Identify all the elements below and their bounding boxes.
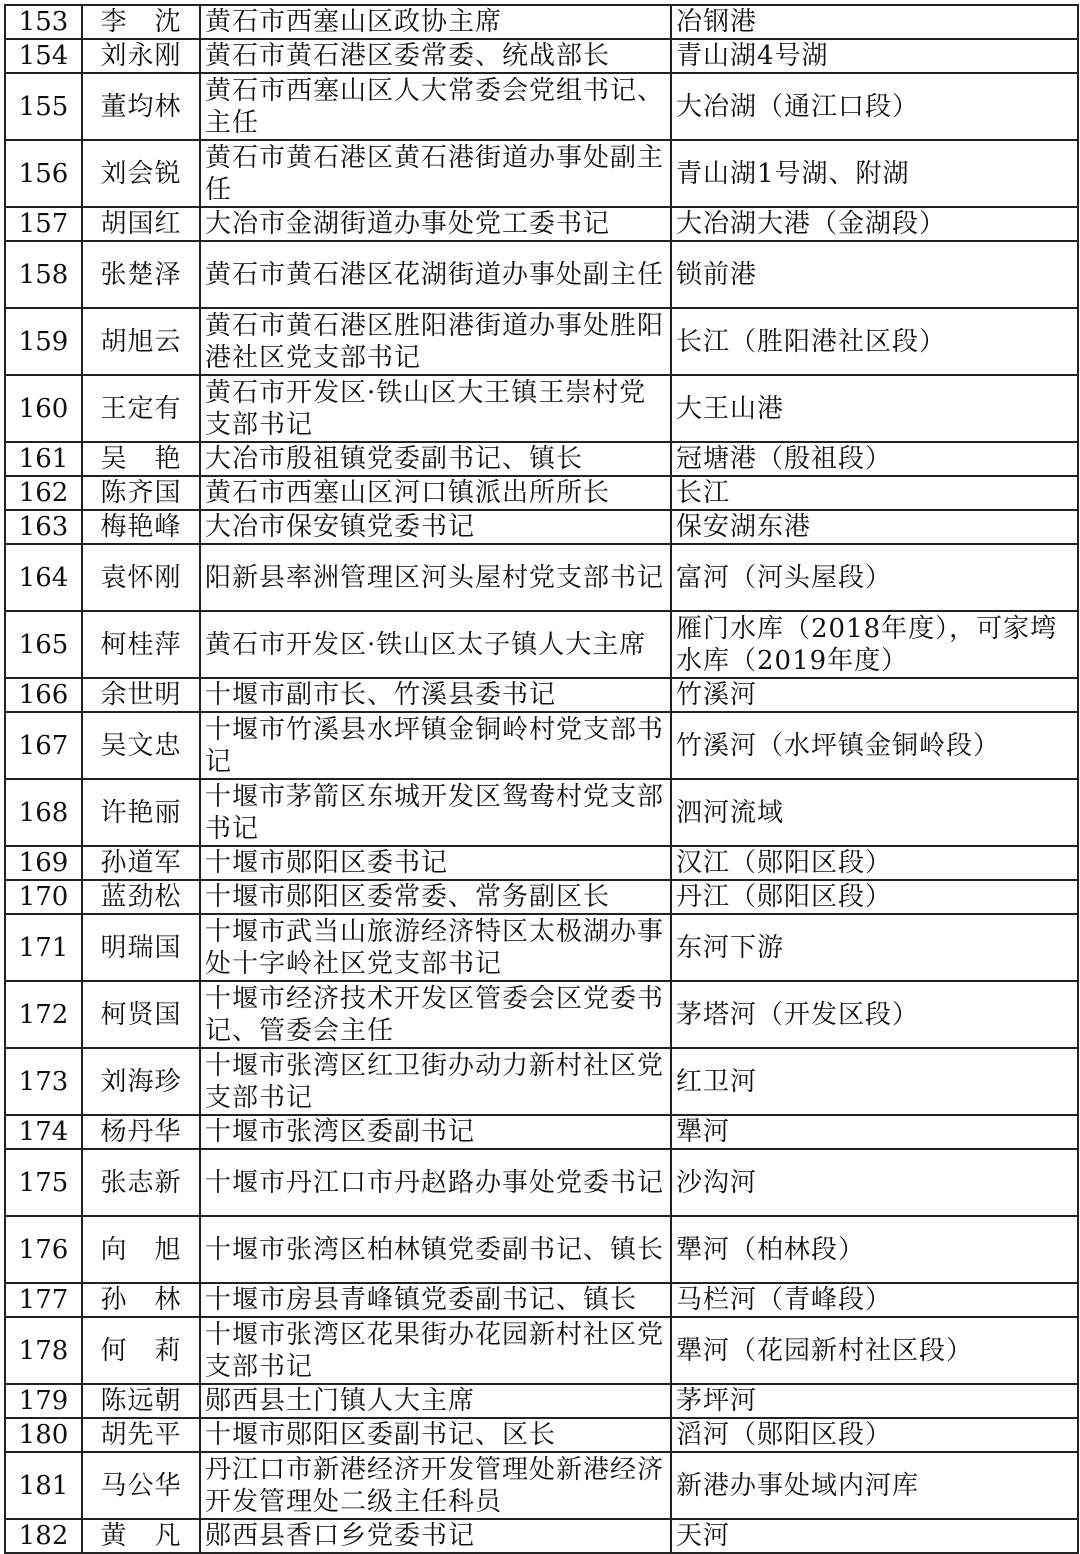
river-segment: 丹江（郧阳区段）: [671, 880, 1078, 914]
position-title: 十堰市茅箭区东城开发区鸳鸯村党支部书记: [200, 779, 671, 846]
position-title: 黄石市黄石港区胜阳港街道办事处胜阳港社区党支部书记: [200, 308, 671, 375]
position-title: 十堰市经济技术开发区管委会区党委书记、管委会主任: [200, 981, 671, 1048]
row-number: 182: [5, 1519, 82, 1553]
row-number: 175: [5, 1149, 82, 1216]
row-number: 179: [5, 1384, 82, 1418]
table-row: [5, 1317, 1078, 1384]
person-name: 柯贤国: [82, 981, 200, 1048]
river-segment: 长江（胜阳港社区段）: [671, 308, 1078, 375]
position-title: 十堰市副市长、竹溪县委书记: [200, 678, 671, 712]
position-title: 十堰市竹溪县水坪镇金铜岭村党支部书记: [200, 712, 671, 779]
position-title: 阳新县率洲管理区河头屋村党支部书记: [200, 544, 671, 611]
row-number: 156: [5, 140, 82, 207]
table-row: [5, 1048, 1078, 1115]
table-row: [5, 73, 1078, 140]
position-title: 黄石市黄石港区花湖街道办事处副主任: [200, 241, 671, 308]
river-segment: 东河下游: [671, 914, 1078, 981]
person-name: 余世明: [82, 678, 200, 712]
person-name: 孙 林: [82, 1283, 200, 1317]
position-title: 十堰市郧阳区委常委、常务副区长: [200, 880, 671, 914]
row-number: 153: [5, 5, 82, 39]
row-number: 171: [5, 914, 82, 981]
river-segment: 青山湖1号湖、附湖: [671, 140, 1078, 207]
person-name: 张志新: [82, 1149, 200, 1216]
person-name: 向 旭: [82, 1216, 200, 1283]
person-name: 刘会锐: [82, 140, 200, 207]
row-number: 164: [5, 544, 82, 611]
river-segment: 犟河（花园新村社区段）: [671, 1317, 1078, 1384]
position-title: 郧西县土门镇人大主席: [200, 1384, 671, 1418]
position-title: 黄石市开发区·铁山区太子镇人大主席: [200, 611, 671, 678]
position-title: 黄石市黄石港区黄石港街道办事处副主任: [200, 140, 671, 207]
row-number: 155: [5, 73, 82, 140]
position-title: 十堰市张湾区委副书记: [200, 1115, 671, 1149]
table-row: [5, 241, 1078, 308]
table-row: [5, 207, 1078, 241]
row-number: 157: [5, 207, 82, 241]
river-segment: 大冶湖大港（金湖段）: [671, 207, 1078, 241]
river-segment: 马栏河（青峰段）: [671, 1283, 1078, 1317]
position-title: 黄石市西塞山区河口镇派出所所长: [200, 476, 671, 510]
position-title: 十堰市张湾区花果街办花园新村社区党支部书记: [200, 1317, 671, 1384]
person-name: 黄 凡: [82, 1519, 200, 1553]
person-name: 明瑞国: [82, 914, 200, 981]
table-row: [5, 544, 1078, 611]
position-title: 十堰市房县青峰镇党委副书记、镇长: [200, 1283, 671, 1317]
table-row: [5, 678, 1078, 712]
person-name: 张楚泽: [82, 241, 200, 308]
person-name: 何 莉: [82, 1317, 200, 1384]
table-row: [5, 981, 1078, 1048]
table-row: [5, 914, 1078, 981]
position-title: 十堰市张湾区柏林镇党委副书记、镇长: [200, 1216, 671, 1283]
position-title: 丹江口市新港经济开发管理处新港经济开发管理处二级主任科员: [200, 1452, 671, 1519]
river-segment: 大冶湖（通江口段）: [671, 73, 1078, 140]
position-title: 黄石市开发区·铁山区大王镇王崇村党支部书记: [200, 375, 671, 442]
person-name: 杨丹华: [82, 1115, 200, 1149]
river-segment: 红卫河: [671, 1048, 1078, 1115]
table-row: [5, 476, 1078, 510]
position-title: 郧西县香口乡党委书记: [200, 1519, 671, 1553]
row-number: 167: [5, 712, 82, 779]
row-number: 163: [5, 510, 82, 544]
river-chief-table: [4, 4, 1079, 1554]
river-segment: 冶钢港: [671, 5, 1078, 39]
table-row: [5, 880, 1078, 914]
position-title: 大冶市金湖街道办事处党工委书记: [200, 207, 671, 241]
river-segment: 大王山港: [671, 375, 1078, 442]
river-segment: 沙沟河: [671, 1149, 1078, 1216]
river-segment: 保安湖东港: [671, 510, 1078, 544]
table-row: [5, 510, 1078, 544]
river-segment: 锁前港: [671, 241, 1078, 308]
table-row: [5, 1418, 1078, 1452]
person-name: 胡国红: [82, 207, 200, 241]
row-number: 165: [5, 611, 82, 678]
table-row: [5, 611, 1078, 678]
person-name: 吴文忠: [82, 712, 200, 779]
row-number: 174: [5, 1115, 82, 1149]
table-row: [5, 1216, 1078, 1283]
river-segment: 长江: [671, 476, 1078, 510]
river-segment: 犟河（柏林段）: [671, 1216, 1078, 1283]
row-number: 168: [5, 779, 82, 846]
person-name: 董均林: [82, 73, 200, 140]
table-row: [5, 5, 1078, 39]
position-title: 十堰市郧阳区委书记: [200, 846, 671, 880]
row-number: 170: [5, 880, 82, 914]
position-title: 大冶市殷祖镇党委副书记、镇长: [200, 442, 671, 476]
table-row: [5, 1384, 1078, 1418]
position-title: 黄石市西塞山区政协主席: [200, 5, 671, 39]
person-name: 蓝劲松: [82, 880, 200, 914]
river-segment: 雁门水库（2018年度），可家塆水库（2019年度）: [671, 611, 1078, 678]
person-name: 柯桂萍: [82, 611, 200, 678]
person-name: 吴 艳: [82, 442, 200, 476]
river-segment: 犟河: [671, 1115, 1078, 1149]
row-number: 154: [5, 39, 82, 73]
row-number: 180: [5, 1418, 82, 1452]
table-row: [5, 1452, 1078, 1519]
table-row: [5, 1519, 1078, 1553]
person-name: 陈远朝: [82, 1384, 200, 1418]
table-row: [5, 846, 1078, 880]
table-row: [5, 779, 1078, 846]
river-segment: 泗河流域: [671, 779, 1078, 846]
person-name: 袁怀刚: [82, 544, 200, 611]
person-name: 许艳丽: [82, 779, 200, 846]
row-number: 158: [5, 241, 82, 308]
position-title: 十堰市郧阳区委副书记、区长: [200, 1418, 671, 1452]
river-segment: 新港办事处域内河库: [671, 1452, 1078, 1519]
river-segment: 竹溪河（水坪镇金铜岭段）: [671, 712, 1078, 779]
row-number: 176: [5, 1216, 82, 1283]
row-number: 160: [5, 375, 82, 442]
river-segment: 天河: [671, 1519, 1078, 1553]
row-number: 181: [5, 1452, 82, 1519]
position-title: 黄石市黄石港区委常委、统战部长: [200, 39, 671, 73]
position-title: 十堰市丹江口市丹赵路办事处党委书记: [200, 1149, 671, 1216]
row-number: 178: [5, 1317, 82, 1384]
position-title: 十堰市武当山旅游经济特区太极湖办事处十字岭社区党支部书记: [200, 914, 671, 981]
table-row: [5, 1115, 1078, 1149]
river-segment: 茅坪河: [671, 1384, 1078, 1418]
river-segment: 竹溪河: [671, 678, 1078, 712]
row-number: 159: [5, 308, 82, 375]
row-number: 172: [5, 981, 82, 1048]
person-name: 王定有: [82, 375, 200, 442]
table-row: [5, 1283, 1078, 1317]
position-title: 大冶市保安镇党委书记: [200, 510, 671, 544]
person-name: 陈齐国: [82, 476, 200, 510]
person-name: 梅艳峰: [82, 510, 200, 544]
table-row: [5, 712, 1078, 779]
river-segment: 汉江（郧阳区段）: [671, 846, 1078, 880]
position-title: 十堰市张湾区红卫街办动力新村社区党支部书记: [200, 1048, 671, 1115]
person-name: 胡旭云: [82, 308, 200, 375]
person-name: 李 沈: [82, 5, 200, 39]
river-segment: 冠塘港（殷祖段）: [671, 442, 1078, 476]
table-row: [5, 308, 1078, 375]
row-number: 162: [5, 476, 82, 510]
person-name: 孙道军: [82, 846, 200, 880]
table-row: [5, 442, 1078, 476]
river-segment: 滔河（郧阳区段）: [671, 1418, 1078, 1452]
row-number: 166: [5, 678, 82, 712]
river-segment: 青山湖4号湖: [671, 39, 1078, 73]
river-segment: 富河（河头屋段）: [671, 544, 1078, 611]
row-number: 173: [5, 1048, 82, 1115]
row-number: 161: [5, 442, 82, 476]
table-row: [5, 39, 1078, 73]
table-row: [5, 140, 1078, 207]
person-name: 马公华: [82, 1452, 200, 1519]
person-name: 刘永刚: [82, 39, 200, 73]
river-segment: 茅塔河（开发区段）: [671, 981, 1078, 1048]
row-number: 169: [5, 846, 82, 880]
table-row: [5, 1149, 1078, 1216]
position-title: 黄石市西塞山区人大常委会党组书记、主任: [200, 73, 671, 140]
person-name: 胡先平: [82, 1418, 200, 1452]
person-name: 刘海珍: [82, 1048, 200, 1115]
row-number: 177: [5, 1283, 82, 1317]
table-row: [5, 375, 1078, 442]
